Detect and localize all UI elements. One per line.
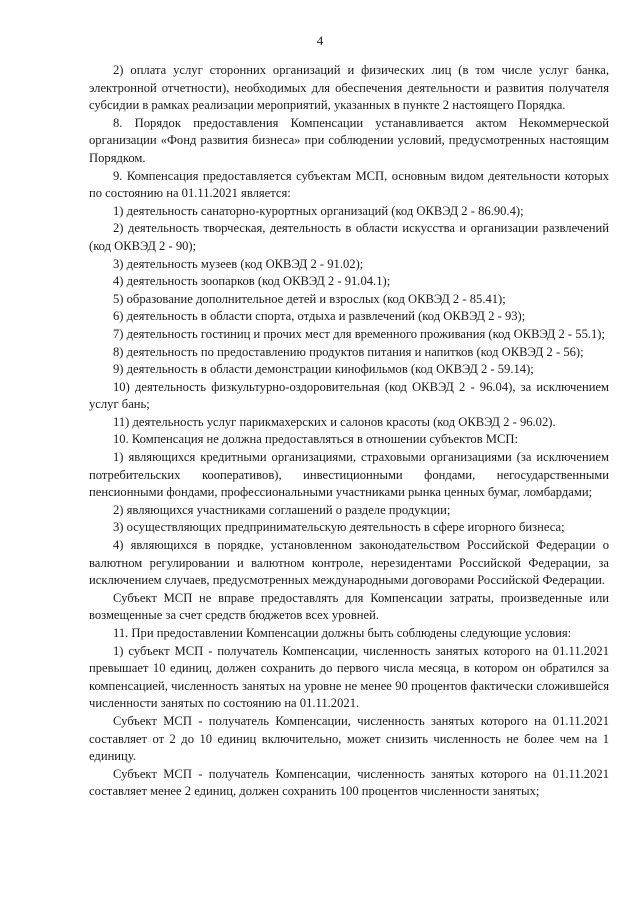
list-item: 10) деятельность физкультурно-оздоровительная (код ОКВЭД 2 - 96.04), за исключением услуг бань;: [89, 379, 609, 412]
paragraph: 9. Компенсация предоставляется субъектам МСП, основным видом деятельности которых по состоянию на 01.11.2021 является:: [89, 168, 609, 201]
document-body: [89, 62, 609, 801]
page-number: 4: [316, 33, 324, 48]
list-item: 2) деятельность творческая, деятельность в области искусства и организации развлечений (код ОКВЭД 2 - 90);: [89, 221, 609, 253]
paragraph: Субъект МСП - получатель Компенсации, численность занятых которого на 01.11.2021 составляет менее 2 единиц, должен сохранить 100 процентов численности занятых;: [89, 766, 609, 799]
list-item: 9) деятельность в области демонстрации кинофильмов (код ОКВЭД 2 - 59.14);: [113, 362, 534, 377]
paragraph: 10. Компенсация не должна предоставляться в отношении субъектов МСП:: [113, 432, 518, 447]
list-item: 3) осуществляющих предпринимательскую деятельность в сфере игорного бизнеса;: [113, 520, 565, 535]
list-item: 3) деятельность музеев (код ОКВЭД 2 - 91.02);: [113, 256, 364, 271]
list-item: 11) деятельность услуг парикмахерских и салонов красоты (код ОКВЭД 2 - 96.02).: [113, 414, 556, 429]
list-item: 4) деятельность зоопарков (код ОКВЭД 2 - 91.04.1);: [113, 274, 391, 289]
list-item: 2) являющихся участниками соглашений о разделе продукции;: [113, 502, 451, 517]
list-item: 1) деятельность санаторно-курортных организаций (код ОКВЭД 2 - 86.90.4);: [113, 203, 524, 218]
paragraph: 11. При предоставлении Компенсации должны быть соблюдены следующие условия:: [113, 626, 572, 640]
list-item: 8) деятельность по предоставлению продуктов питания и напитков (код ОКВЭД 2 - 56);: [113, 344, 584, 359]
paragraph: Субъект МСП - получатель Компенсации, численность занятых которого на 01.11.2021 составляет от 2 до 10 единиц включительно, может снизить численность не более чем на 1 единицу.: [89, 713, 609, 764]
list-item: 7) деятельность гостиниц и прочих мест для временного проживания (код ОКВЭД 2 - 55.1);: [113, 326, 605, 341]
paragraph: 2) оплата услуг сторонних организаций и физических лиц (в том числе услуг банка, электронной отчетности), необходимых для обеспечения деятельности и развития получателя субсидии в рамках реализации мероприятий, указанных в пункте 2 настоящего Порядка.: [89, 63, 609, 113]
list-item: 4) являющихся в порядке, установленном законодательством Российской Федерации о валютном регулировании и валютном контроле, нерезидентами Российской Федерации, за исключением случаев, предусмотренных международными договорами Российской Федерации.: [89, 538, 609, 588]
paragraph: 8. Порядок предоставления Компенсации устанавливается актом Некоммерческой организации «Фонд развития бизнеса» при соблюдении условий, предусмотренных настоящим Порядком.: [89, 115, 609, 165]
list-item: 6) деятельность в области спорта, отдыха и развлечений (код ОКВЭД 2 - 93);: [113, 309, 526, 324]
list-item: 1) являющихся кредитными организациями, страховыми организациями (за исключением потребительских кооперативов), инвестиционными фондами, негосударственными пенсионными фондами, профессиональными участниками рынка ценных бумаг, ломбардами;: [89, 450, 609, 500]
list-item: 1) субъект МСП - получатель Компенсации, численность занятых которого на 01.11.2021 превышает 10 единиц, должен сохранить до первого числа месяца, в котором он обратился за компенсацией, численность занятых на уровне не менее 90 процентов фактически сложившейся численности занятых по состоянию на 01.11.2021.: [89, 643, 609, 711]
paragraph: Субъект МСП не вправе предоставлять для Компенсации затраты, произведенные или возмещенные за счет средств бюджетов всех уровней.: [89, 590, 609, 623]
list-item: 5) образование дополнительное детей и взрослых (код ОКВЭД 2 - 85.41);: [113, 291, 506, 306]
